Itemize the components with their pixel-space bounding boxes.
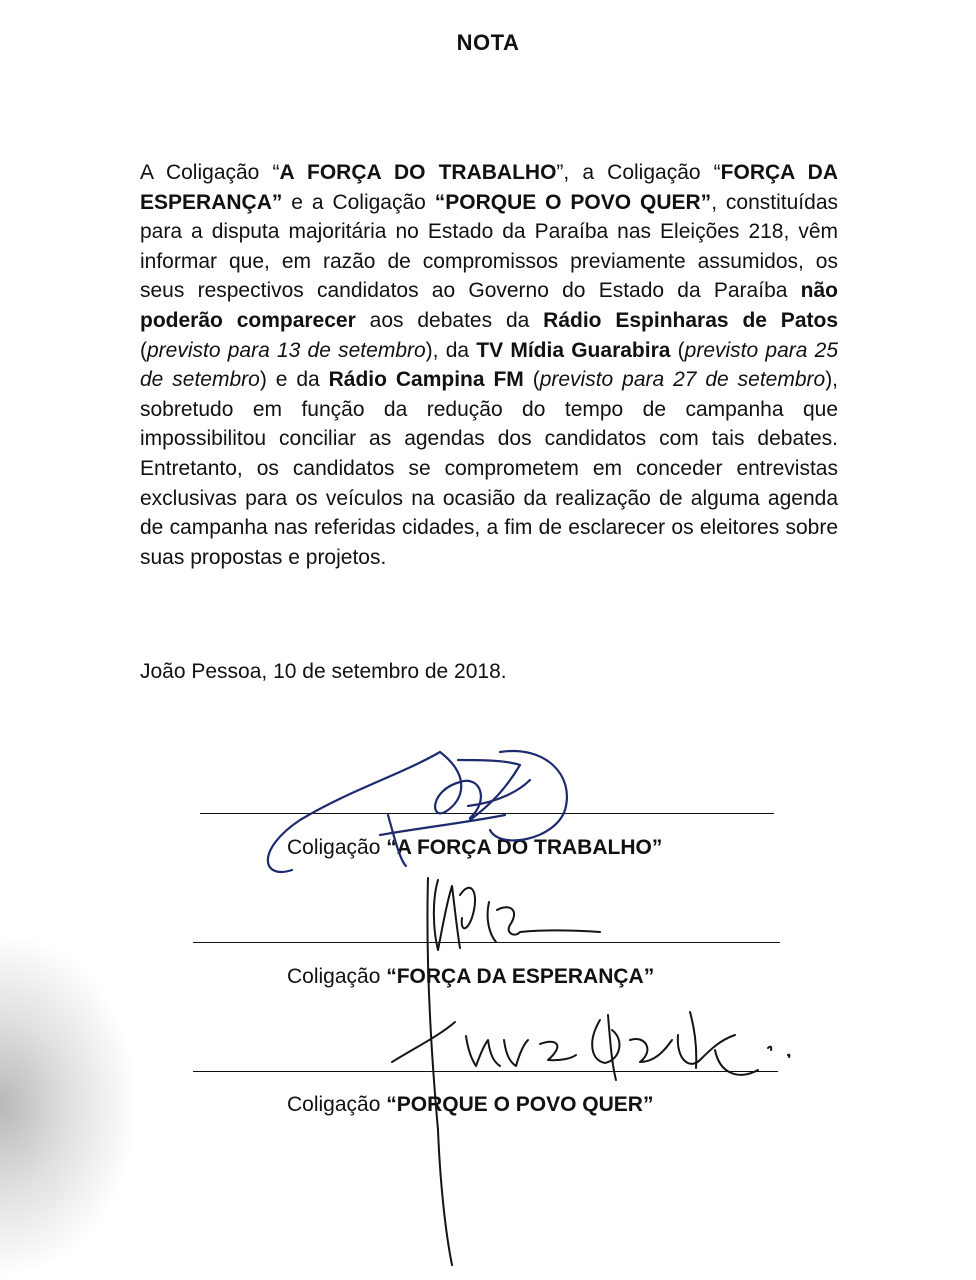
signature-line-3	[193, 1071, 778, 1072]
signature-coalition-name: “FORÇA DA ESPERANÇA”	[386, 965, 655, 988]
body-text-run: ), da	[425, 338, 477, 362]
coalition-name-3: “PORQUE O POVO QUER”	[434, 190, 712, 214]
body-text-run: ”, a Coligação “	[556, 161, 721, 184]
body-text-run: (	[140, 338, 147, 362]
body-text-run: ), sobretudo em função da redução do tempo de campanha que impossibilitou conciliar as agendas dos candidatos com tais debates. Entretanto, os candidatos se comprometem em conceder entrevistas exclusivas para os veículos na ocasião da realização de alguma agenda de campanha nas referidas cidades, a fim de esclarecer os eleitores sobre suas propostas e projetos.	[140, 368, 839, 569]
signature-line-2	[193, 942, 780, 943]
body-text-run: (	[670, 338, 685, 362]
debate-date-1: previsto para 13 de setembro	[147, 338, 426, 362]
document-title: NOTA	[456, 30, 520, 55]
signature-caption-1	[287, 836, 662, 860]
signature-caption-prefix: Coligação	[287, 1093, 387, 1116]
debate-date-3: previsto para 27 de setembro	[539, 368, 826, 392]
signature-caption-3	[287, 1093, 653, 1117]
broadcaster-2: TV Mídia Guarabira	[476, 338, 671, 362]
scan-shadow	[0, 930, 140, 1280]
signature-caption-2	[287, 965, 654, 989]
debate-date-2: previsto para 25 de setembro	[140, 338, 839, 392]
signature-3-scribble	[392, 1012, 789, 1080]
signature-caption-prefix: Coligação	[287, 965, 387, 988]
body-text-run: e a Coligação	[282, 190, 435, 214]
body-text-run: , constituídas para a disputa majoritária no Estado da Paraíba nas Eleições 218, vêm informar que, em razão de compromissos previamente assumidos, os seus respectivos candidatos ao Governo do Estado da Paraíba	[140, 190, 838, 303]
broadcaster-1: Rádio Espinharas de Patos	[543, 308, 838, 332]
broadcaster-3: Rádio Campina FM	[328, 368, 524, 392]
signature-caption-prefix: Coligação	[287, 836, 387, 859]
signature-coalition-name: “A FORÇA DO TRABALHO”	[386, 836, 663, 859]
body-text-run: A Coligação “	[140, 161, 280, 184]
body-text-run: ) e da	[259, 368, 329, 392]
body-text-run: (	[523, 368, 540, 392]
body-paragraph	[140, 158, 838, 572]
body-text-run: aos debates da	[355, 308, 544, 332]
coalition-name-2: FORÇA DA ESPERANÇA”	[140, 161, 838, 214]
dateline: João Pessoa, 10 de setembro de 2018.	[140, 660, 507, 683]
emphasis-not-attend: não poderão comparecer	[140, 279, 838, 332]
signature-coalition-name: “PORQUE O POVO QUER”	[386, 1093, 654, 1116]
coalition-name-1: A FORÇA DO TRABALHO	[279, 161, 557, 184]
signature-line-1	[200, 813, 774, 814]
